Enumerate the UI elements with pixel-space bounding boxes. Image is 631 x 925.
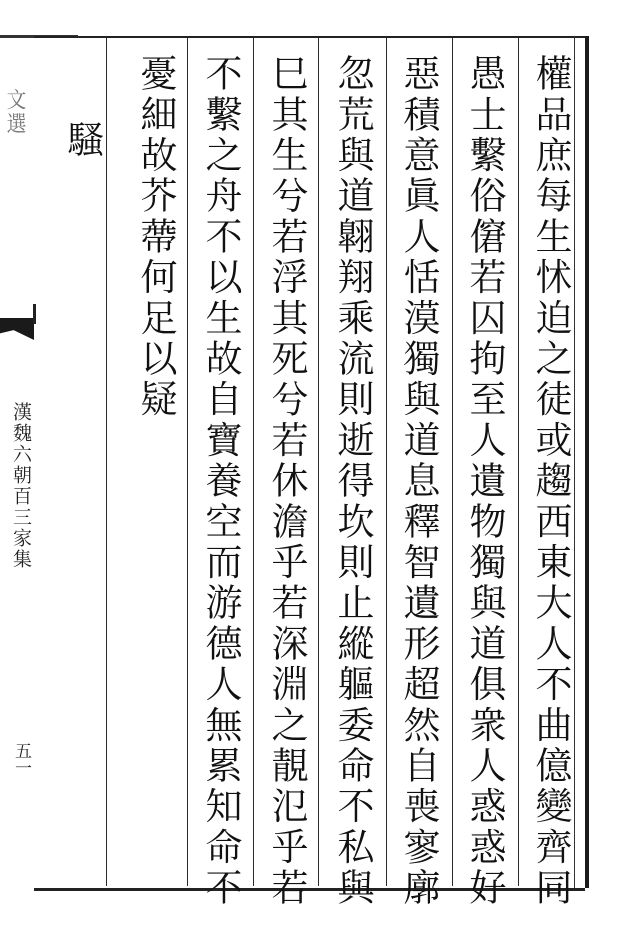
column-rule <box>318 38 319 886</box>
fold-title-top: 文選 <box>3 88 27 136</box>
column-rule <box>452 38 453 886</box>
column-rule <box>518 38 519 886</box>
collection-title: 漢魏六朝百三家集 <box>10 402 32 570</box>
fold-margin <box>0 36 34 886</box>
text-column-3: 惡積意眞人恬漠獨與道息釋智遺形超然自喪寥廓 <box>397 54 440 909</box>
fishtail-mark <box>0 318 34 340</box>
page-number: 五一 <box>11 742 31 776</box>
section-heading: 騷 <box>61 120 104 157</box>
column-rule <box>187 38 188 886</box>
text-column-1: 權品庶每生怵迫之徒或趨西東大人不曲億變齊同 <box>529 54 572 909</box>
text-column-7: 憂細故芥蔕何足以疑 <box>134 54 177 421</box>
frame-inner-right-border <box>574 36 575 888</box>
text-column-6: 不繫之舟不以生故自寶養空而游德人無累知命不 <box>199 54 242 909</box>
text-column-4: 忽荒與道翺翔乘流則逝得坎則止縱軀委命不私與 <box>331 54 374 909</box>
text-column-2: 愚士繫俗僒若囚拘至人遺物獨與道俱衆人惑惑好 <box>463 54 506 909</box>
frame-outer-right-border <box>585 36 589 888</box>
text-column-5: 巳其生兮若浮其死兮若休澹乎若深淵之靚氾乎若 <box>265 54 308 909</box>
column-rule <box>253 38 254 886</box>
column-rule <box>106 38 107 886</box>
column-rule <box>386 38 387 886</box>
